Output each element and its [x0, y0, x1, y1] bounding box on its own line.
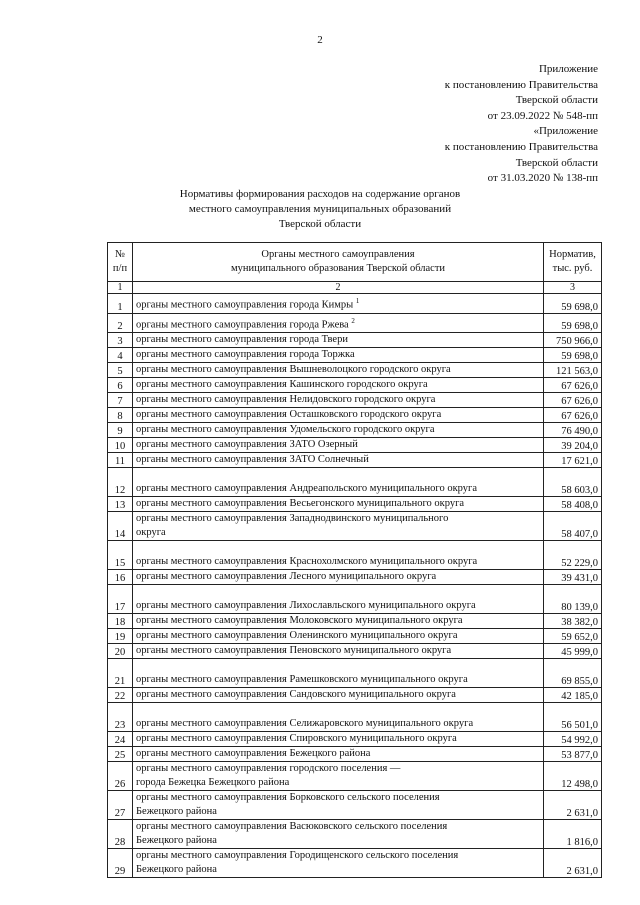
row-value: 67 626,0: [544, 393, 602, 408]
row-name: [133, 659, 544, 688]
row-name: [133, 294, 544, 314]
row-name: [133, 408, 544, 423]
row-name-text: органы местного самоуправления Пеновского муниципального округа: [136, 645, 452, 656]
row-name-text: органы местного самоуправления города Твери: [136, 334, 348, 345]
row-number: 15: [108, 541, 133, 570]
document-title: [0, 187, 640, 232]
row-name-text: органы местного самоуправления ЗАТО Солнечный: [136, 454, 369, 465]
row-number: 5: [108, 363, 133, 378]
row-name: [133, 849, 544, 878]
table-row: [108, 438, 602, 453]
row-name-text: органы местного самоуправления Лесного муниципального округа: [136, 571, 437, 582]
row-name-text: органы местного самоуправления Селижаровского муниципального округа: [136, 718, 474, 729]
row-number: 14: [108, 512, 133, 541]
row-name: [133, 512, 544, 541]
row-number: 7: [108, 393, 133, 408]
appendix-line: к постановлению Правительства: [444, 140, 598, 153]
table-row: [108, 512, 602, 541]
row-name: [133, 644, 544, 659]
row-name: [133, 570, 544, 585]
row-name: [133, 762, 544, 791]
table-row: [108, 541, 602, 570]
row-name: [133, 313, 544, 333]
footnote-mark: 2: [351, 316, 355, 325]
row-value: 58 407,0: [544, 512, 602, 541]
row-name: [133, 614, 544, 629]
table-row: [108, 313, 602, 333]
row-number: 13: [108, 497, 133, 512]
title-line: местного самоуправления муниципальных образований: [188, 203, 452, 215]
row-name-text: органы местного самоуправления Вышневолоцкого городского округа: [136, 364, 451, 375]
header-value: Норматив, тыс. руб.: [544, 243, 602, 282]
row-name: [133, 629, 544, 644]
row-number: 8: [108, 408, 133, 423]
row-number: 19: [108, 629, 133, 644]
row-number: 25: [108, 747, 133, 762]
row-name-text: округа: [136, 527, 166, 538]
appendix-line: к постановлению Правительства: [444, 78, 598, 91]
row-number: 28: [108, 820, 133, 849]
row-value: 56 501,0: [544, 703, 602, 732]
column-index: 3: [544, 282, 602, 294]
row-value: 39 204,0: [544, 438, 602, 453]
column-index: 2: [133, 282, 544, 294]
row-name-text: органы местного самоуправления Молоковского муниципального округа: [136, 615, 463, 626]
row-name-text: города Бежецка Бежецкого района: [136, 777, 290, 788]
row-name-text: органы местного самоуправления городского поселения —: [136, 763, 401, 774]
header-num: № п/п: [108, 243, 133, 282]
title-line: Нормативы формирования расходов на содержание органов: [179, 188, 461, 200]
table-row: [108, 732, 602, 747]
column-index: 1: [108, 282, 133, 294]
row-value: 53 877,0: [544, 747, 602, 762]
table-row: [108, 333, 602, 348]
row-number: 26: [108, 762, 133, 791]
row-name: [133, 468, 544, 497]
row-value: 42 185,0: [544, 688, 602, 703]
row-name: [133, 423, 544, 438]
table-row: [108, 423, 602, 438]
table-row: [108, 294, 602, 314]
table-row: [108, 849, 602, 878]
row-name-text: органы местного самоуправления Сандовского муниципального округа: [136, 689, 456, 700]
row-name: [133, 333, 544, 348]
row-value: 2 631,0: [544, 791, 602, 820]
table-row: [108, 747, 602, 762]
norms-table: [107, 242, 602, 878]
row-number: 20: [108, 644, 133, 659]
row-value: 17 621,0: [544, 453, 602, 468]
row-name-text: органы местного самоуправления Васюковского сельского поселения: [136, 821, 448, 832]
row-name: [133, 585, 544, 614]
row-value: 67 626,0: [544, 378, 602, 393]
row-name: [133, 453, 544, 468]
row-name-text: органы местного самоуправления Борковского сельского поселения: [136, 792, 440, 803]
table-row: [108, 791, 602, 820]
appendix-line: Приложение: [538, 63, 598, 75]
table-row: [108, 497, 602, 512]
row-number: 3: [108, 333, 133, 348]
row-value: 58 603,0: [544, 468, 602, 497]
row-name: [133, 348, 544, 363]
row-value: 58 408,0: [544, 497, 602, 512]
table-row: [108, 762, 602, 791]
row-value: 1 816,0: [544, 820, 602, 849]
row-name-text: органы местного самоуправления Рамешковского муниципального округа: [136, 674, 468, 685]
row-name: [133, 541, 544, 570]
row-name: [133, 791, 544, 820]
appendix-line: от 23.09.2022 № 548-пп: [487, 109, 598, 122]
table-header-row: [108, 243, 602, 282]
row-number: 23: [108, 703, 133, 732]
row-number: 16: [108, 570, 133, 585]
row-name: [133, 703, 544, 732]
column-index-row: [108, 282, 602, 294]
row-value: 59 698,0: [544, 294, 602, 314]
row-name: [133, 378, 544, 393]
row-name-text: органы местного самоуправления Бежецкого района: [136, 748, 371, 759]
row-number: 24: [108, 732, 133, 747]
row-name-text: органы местного самоуправления Осташковского городского округа: [136, 409, 442, 420]
appendix-block: [445, 62, 598, 187]
table-row: [108, 703, 602, 732]
row-name-text: органы местного самоуправления Краснохолмского муниципального округа: [136, 556, 478, 567]
row-name: [133, 393, 544, 408]
row-number: 22: [108, 688, 133, 703]
row-number: 29: [108, 849, 133, 878]
row-value: 12 498,0: [544, 762, 602, 791]
row-value: 38 382,0: [544, 614, 602, 629]
row-name-text: органы местного самоуправления ЗАТО Озерный: [136, 439, 358, 450]
row-number: 4: [108, 348, 133, 363]
table-row: [108, 468, 602, 497]
row-value: 45 999,0: [544, 644, 602, 659]
table-row: [108, 585, 602, 614]
row-name-text: органы местного самоуправления города Ржева: [136, 319, 349, 330]
row-value: 59 698,0: [544, 313, 602, 333]
table-row: [108, 378, 602, 393]
row-name-text: органы местного самоуправления города Кимры: [136, 299, 354, 311]
row-value: 39 431,0: [544, 570, 602, 585]
row-name: [133, 363, 544, 378]
row-name: [133, 732, 544, 747]
row-name-text: органы местного самоуправления Кашинского городского округа: [136, 379, 428, 390]
row-name: [133, 820, 544, 849]
row-number: 10: [108, 438, 133, 453]
table-row: [108, 393, 602, 408]
appendix-line: Тверской области: [515, 156, 598, 169]
row-value: 67 626,0: [544, 408, 602, 423]
row-name-text: органы местного самоуправления Нелидовского городского округа: [136, 394, 436, 405]
table-row: [108, 453, 602, 468]
row-name-text: органы местного самоуправления Весьегонского муниципального округа: [136, 498, 465, 509]
row-value: 80 139,0: [544, 585, 602, 614]
row-number: 18: [108, 614, 133, 629]
table-row: [108, 614, 602, 629]
row-number: 27: [108, 791, 133, 820]
row-value: 54 992,0: [544, 732, 602, 747]
row-name: [133, 497, 544, 512]
row-value: 69 855,0: [544, 659, 602, 688]
appendix-line: от 31.03.2020 № 138-пп: [487, 172, 598, 185]
row-name-text: органы местного самоуправления города Торжка: [136, 349, 355, 360]
row-name: [133, 747, 544, 762]
row-value: 59 698,0: [544, 348, 602, 363]
table-row: [108, 363, 602, 378]
row-name-text: органы местного самоуправления Лихославльского муниципального округа: [136, 600, 476, 611]
row-number: 21: [108, 659, 133, 688]
appendix-line: «Приложение: [533, 125, 598, 138]
footnote-mark: 1: [355, 297, 360, 305]
row-name-text: органы местного самоуправления Городищенского сельского поселения: [136, 850, 459, 861]
row-value: 59 652,0: [544, 629, 602, 644]
table-row: [108, 644, 602, 659]
table-row: [108, 688, 602, 703]
table-row: [108, 408, 602, 423]
row-value: 76 490,0: [544, 423, 602, 438]
page-number: 2: [317, 34, 323, 46]
row-number: 11: [108, 453, 133, 468]
row-name-text: органы местного самоуправления Удомельского городского округа: [136, 424, 435, 435]
row-number: 1: [108, 294, 133, 314]
table-row: [108, 820, 602, 849]
header-name: Органы местного самоуправления муниципального образования Тверской области: [133, 243, 544, 282]
row-number: 6: [108, 378, 133, 393]
row-number: 2: [108, 313, 133, 333]
row-value: 52 229,0: [544, 541, 602, 570]
table-row: [108, 570, 602, 585]
row-name-text: органы местного самоуправления Оленинского муниципального округа: [136, 630, 458, 641]
title-line: Тверской области: [278, 218, 362, 230]
row-number: 17: [108, 585, 133, 614]
row-name: [133, 438, 544, 453]
row-number: 9: [108, 423, 133, 438]
row-name-text: Бежецкого района: [136, 864, 217, 875]
row-name-text: органы местного самоуправления Андреапольского муниципального округа: [136, 483, 478, 494]
row-name: [133, 688, 544, 703]
table-row: [108, 659, 602, 688]
row-value: 2 631,0: [544, 849, 602, 878]
row-value: 121 563,0: [544, 363, 602, 378]
row-value: 750 966,0: [544, 333, 602, 348]
row-name-text: Бежецкого района: [136, 835, 217, 846]
row-number: 12: [108, 468, 133, 497]
row-name-text: Бежецкого района: [136, 806, 217, 817]
row-name-text: органы местного самоуправления Спировского муниципального округа: [136, 733, 457, 744]
appendix-line: Тверской области: [515, 94, 598, 107]
table-row: [108, 348, 602, 363]
table-row: [108, 629, 602, 644]
row-name-text: органы местного самоуправления Западнодвинского муниципального: [136, 513, 449, 524]
